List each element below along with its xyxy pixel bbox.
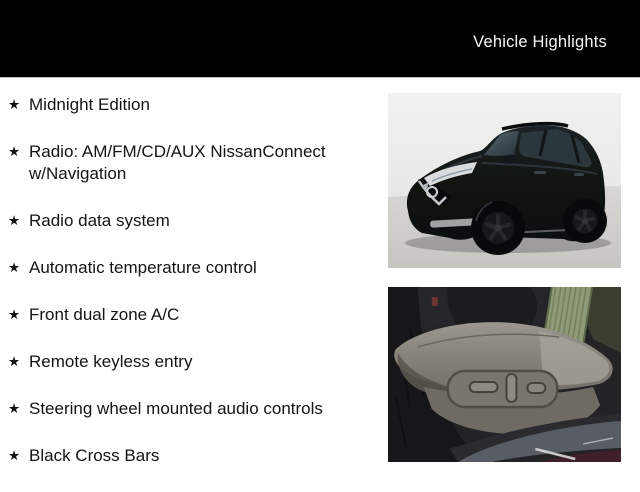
- star-icon: ★: [8, 401, 21, 416]
- star-icon: ★: [8, 354, 21, 369]
- highlights-list: [8, 94, 374, 492]
- highlight-item: [8, 351, 374, 373]
- star-icon: ★: [8, 260, 21, 275]
- highlight-label: Steering wheel mounted audio controls: [29, 399, 323, 418]
- highlight-item: [8, 257, 374, 279]
- car-exterior-illustration: [388, 93, 621, 268]
- header-bar: [0, 0, 640, 78]
- highlight-item: [8, 445, 374, 467]
- star-icon: ★: [8, 97, 21, 112]
- highlight-label: Remote keyless entry: [29, 352, 193, 371]
- seat-interior-illustration: [388, 287, 621, 462]
- highlight-item: [8, 304, 374, 326]
- star-icon: ★: [8, 307, 21, 322]
- star-icon: ★: [8, 144, 21, 159]
- star-icon: ★: [8, 213, 21, 228]
- highlight-label: Radio: AM/FM/CD/AUX NissanConnect w/Navigation: [29, 142, 326, 183]
- highlight-label: Front dual zone A/C: [29, 305, 180, 324]
- vehicle-interior-photo[interactable]: [388, 287, 621, 462]
- highlight-item: [8, 141, 374, 185]
- page-title: Vehicle Highlights: [473, 33, 607, 51]
- star-icon: ★: [8, 448, 21, 463]
- highlight-label: Automatic temperature control: [29, 258, 257, 277]
- highlight-item: [8, 398, 374, 420]
- highlight-item: [8, 94, 374, 116]
- highlight-label: Midnight Edition: [29, 95, 150, 114]
- highlight-item: [8, 210, 374, 232]
- highlight-label: Black Cross Bars: [29, 446, 160, 465]
- highlight-label: Radio data system: [29, 211, 170, 230]
- vehicle-exterior-photo[interactable]: [388, 93, 621, 268]
